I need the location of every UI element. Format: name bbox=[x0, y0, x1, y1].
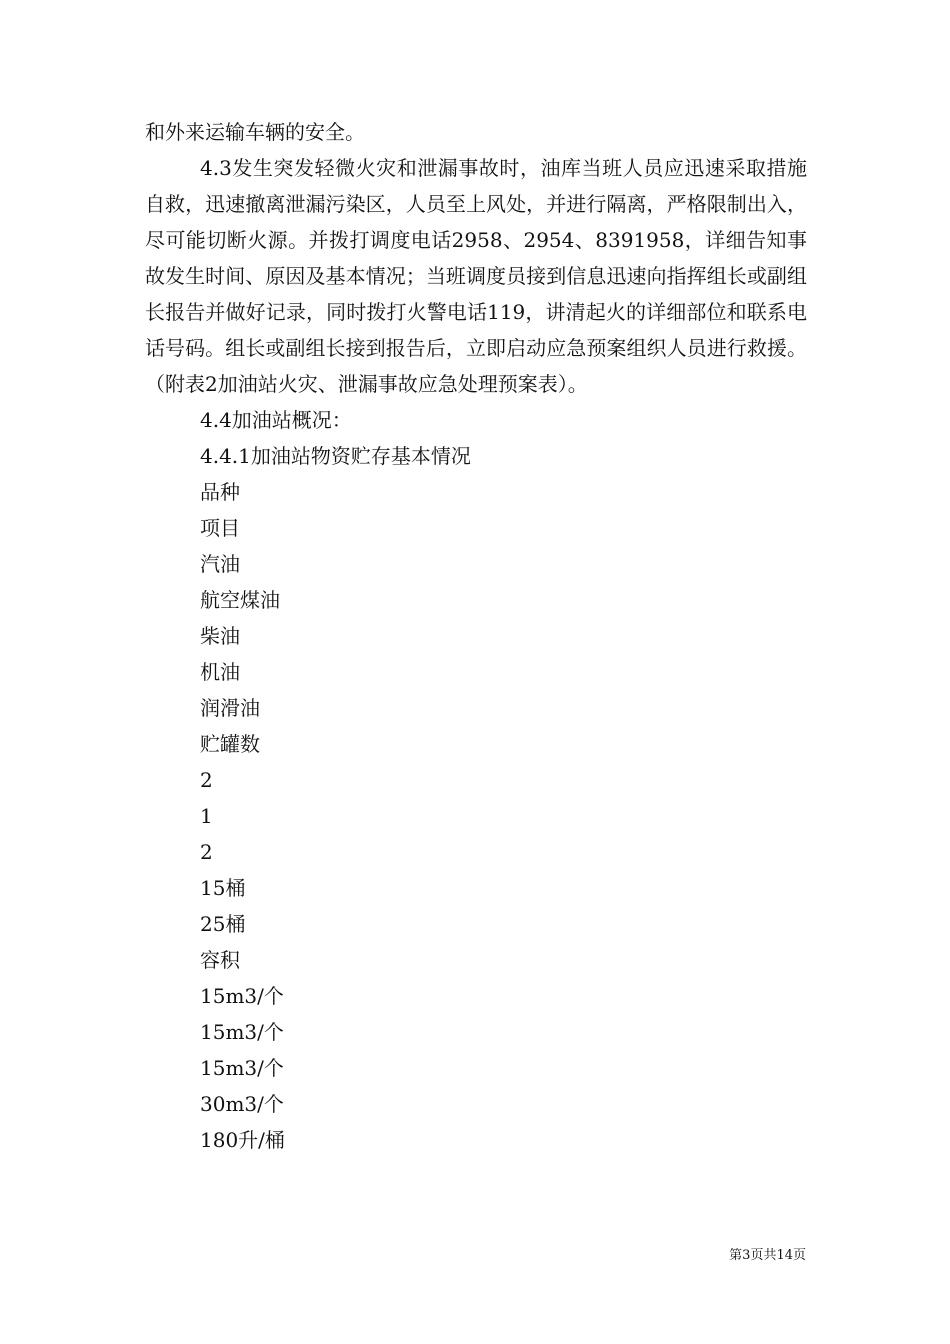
table-cell-text: 机油 bbox=[200, 660, 240, 684]
table-cell-text: 15桶 bbox=[200, 876, 246, 900]
page-number-footer: 第3页共14页 bbox=[729, 1248, 806, 1263]
section-heading-4-4-1: 4.4.1加油站物资贮存基本情况 bbox=[200, 444, 471, 468]
table-cell-text: 汽油 bbox=[200, 552, 240, 576]
section-heading-4-4: 4.4加油站概况： bbox=[200, 408, 352, 432]
table-cell-text: 项目 bbox=[200, 516, 240, 540]
document-body bbox=[145, 114, 807, 1158]
table-cell-text: 15m3/个 bbox=[200, 984, 284, 1008]
table-cell-text: 品种 bbox=[200, 480, 240, 504]
table-cell-text: 贮罐数 bbox=[200, 732, 260, 756]
table-cell-text: 15m3/个 bbox=[200, 1020, 284, 1044]
table-cell-text: 2 bbox=[200, 768, 213, 792]
table-cell-text: 180升/桶 bbox=[200, 1128, 285, 1152]
table-cell-text: 润滑油 bbox=[200, 696, 260, 720]
table-cell-text: 25桶 bbox=[200, 912, 246, 936]
paragraph-4-3: 4.3发生突发轻微火灾和泄漏事故时，油库当班人员应迅速采取措施自救，迅速撤离泄漏污染区，人员至上风处，并进行隔离，严格限制出入，尽可能切断火源。并拨打调度电话2958、2954、8391958，详细告知事故发生时间、原因及基本情况；当班调度员接到信息迅速向指挥组长或副组长报告并做好记录，同时拨打火警电话119，讲清起火的详细部位和联系电话号码。组长或副组长接到报告后，立即启动应急预案组织人员进行救援。（附表2加油站火灾、泄漏事故应急处理预案表）。 bbox=[145, 156, 807, 396]
table-cell-text: 航空煤油 bbox=[200, 588, 280, 612]
paragraph-continuation: 和外来运输车辆的安全。 bbox=[145, 120, 365, 144]
table-cell-text: 2 bbox=[200, 840, 213, 864]
table-cell-text: 30m3/个 bbox=[200, 1092, 284, 1116]
table-cell-text: 1 bbox=[200, 804, 213, 828]
table-cell-text: 容积 bbox=[200, 948, 240, 972]
table-cell-text: 15m3/个 bbox=[200, 1056, 284, 1080]
table-cell-text: 柴油 bbox=[200, 624, 240, 648]
